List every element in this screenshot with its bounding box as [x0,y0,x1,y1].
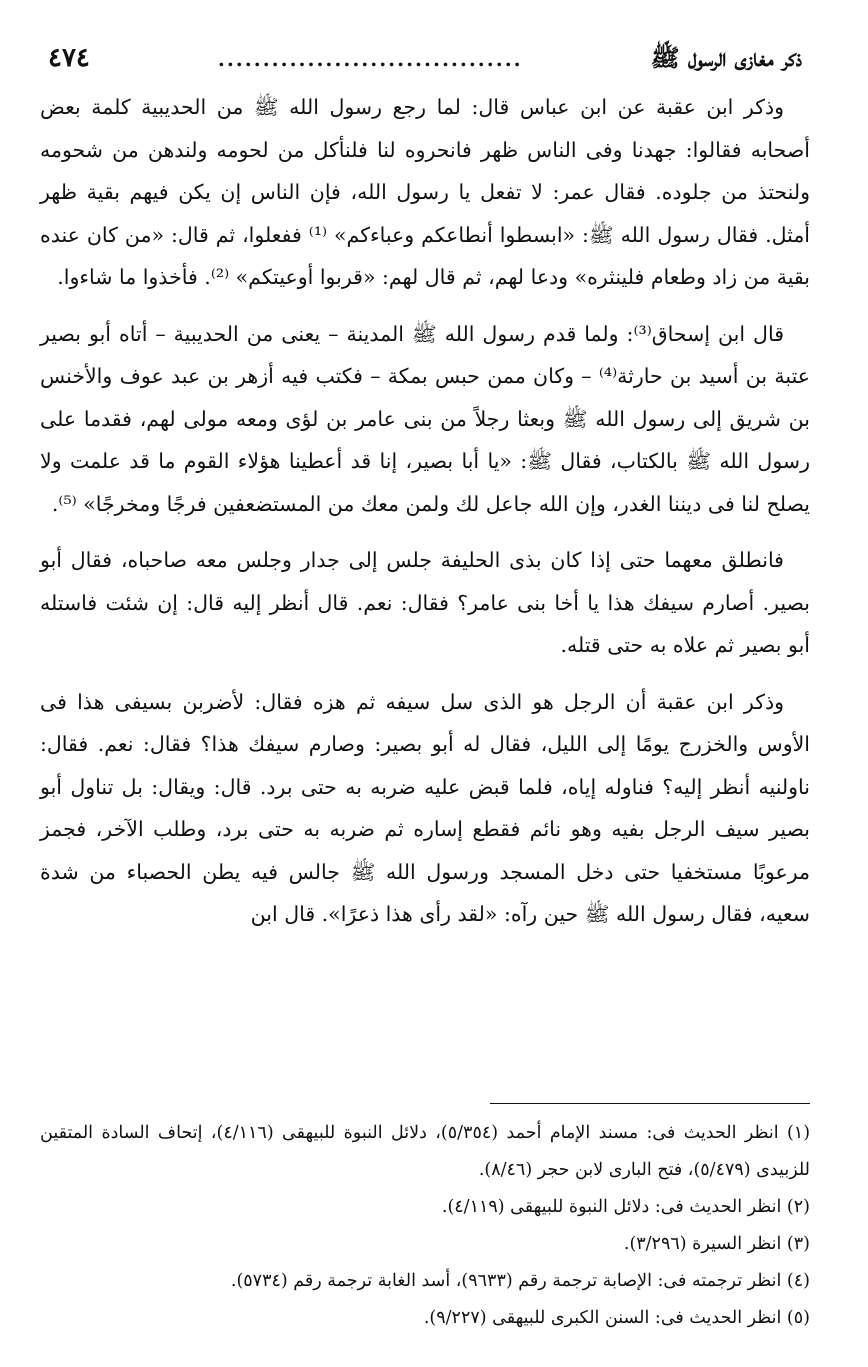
paragraph-2: قال ابن إسحاق⁽³⁾: ولما قدم رسول الله ﷺ المدينة – يعنى من الحديبية – أتاه أبو بصير عتبة بن أسيد بن حارثة⁽⁴⁾ – وكان ممن حبس بمكة – فكتب فيه أزهر بن عبد عوف والأخنس بن شريق إلى رسول الله ﷺ وبعثا رجلاً من بنى عامر بن لؤى ومعه مولى لهم، فقدما على رسول الله ﷺ بالكتاب، فقال ﷺ: «يا أبا بصير، إنا قد أعطينا هؤلاء القوم ما قد علمت ولا يصلح لنا فى ديننا الغدر، وإن الله جاعل لك ولمن معك من المستضعفين فرجًا ومخرجًا» ⁽⁵⁾. [40,321,811,516]
footnote-5: (٥) انظر الحديث فى: السنن الكبرى للبيهقى (٩/٢٢٧). [423,1308,810,1328]
footnotes [40,1115,810,1337]
footnote-2: (٢) انظر الحديث فى: دلائل النبوة للبيهقى (٤/١١٩). [441,1197,810,1217]
page-header [40,40,810,80]
footnote-3: (٣) انظر السيرة (٣/٢٩٦). [623,1234,810,1254]
footnote-4: (٤) انظر ترجمته فى: الإصابة ترجمة رقم (٩٦٣٣)، أسد الغابة ترجمة رقم (٥٧٣٤). [230,1271,810,1291]
paragraph-4: وذكر ابن عقبة أن الرجل هو الذى سل سيفه ثم هزه فقال: لأضربن بسيفى هذا فى الأوس والخزرج يومًا إلى الليل، فقال له أبو بصير: وصارم سيفك هذا؟ فقال: نعم. فقال: ناولنيه أنظر إليه؟ فناوله إياه، فلما قبض عليه ضربه به حتى برد. قال: ويقال: بل تناول أبو بصير سيف الرجل بفيه وهو نائم فقطع إساره ثم ضربه به حتى برد، وطلب الآخر، فجمز مرعوبًا مستخفيا حتى دخل المسجد ورسول الله ﷺ جالس فيه يطن الحصباء من شدة سعيه، فقال رسول الله ﷺ حين رآه: «لقد رأى هذا ذعرًا». قال ابن [40,689,810,926]
document-page [40,40,810,1340]
paragraph-1: وذكر ابن عقبة عن ابن عباس قال: لما رجع رسول الله ﷺ من الحديبية كلمة بعض أصحابه فقالوا: جهدنا وفى الناس ظهر فانحروه لنا فلنأكل من لحومه ولندهن من شحومه ولنحتذ من جلوده. فقال عمر: لا تفعل يا رسول الله، فإن الناس إن يكن فيهم بقية ظهر أمثل. فقال رسول الله ﷺ: «ابسطوا أنطاعكم وعباءكم» ⁽¹⁾ ففعلوا، ثم قال: «من كان عنده بقية من زاد وطعام فلينثره» ودعا لهم، ثم قال لهم: «قربوا أوعيتكم» ⁽²⁾. فأخذوا ما شاءوا. [40,95,810,289]
footnote-divider [490,1103,810,1104]
footnote-1: (١) انظر الحديث فى: مسند الإمام أحمد (٥/٣٥٤)، دلائل النبوة للبيهقى (٤/١١٦)، إتحاف السادة المتقين للزبيدى (٥/٤٧٩)، فتح البارى لابن حجر (٨/٤٦). [40,1123,811,1180]
page-number: ٤٧٤ [48,43,90,73]
running-title: ذكر مغازى الرسول ﷺ [650,43,802,72]
body-text [40,86,810,936]
header-dot-leader: .................................. [217,47,523,71]
paragraph-3: فانطلق معهما حتى إذا كان بذى الحليفة جلس إلى جدار وجلس معه صاحباه، فقال أبو بصير. أصارم سيفك هذا يا أخا بنى عامر؟ فقال: نعم. قال أنظر إليه قال: إن شئت فاستله أبو بصير ثم علاه به حتى قتله. [40,548,810,657]
